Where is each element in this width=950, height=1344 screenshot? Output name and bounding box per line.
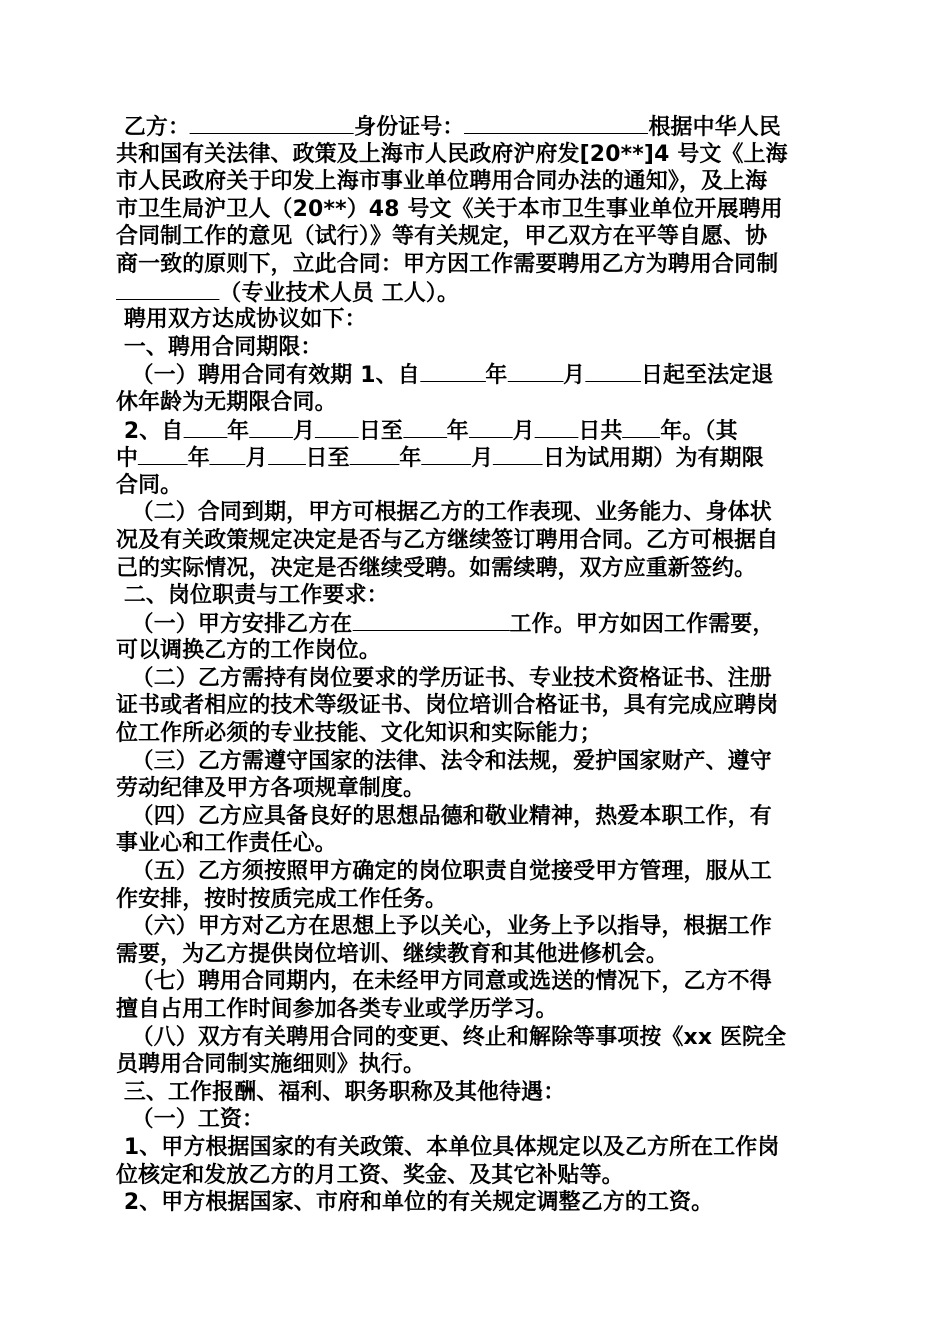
text-line (116, 555, 832, 583)
text-line (116, 996, 832, 1024)
text-segment: 年 (446, 418, 469, 444)
text-line (116, 1162, 832, 1190)
text-segment: （四）乙方应具备良好的思想品德和敬业精神，热爱本职工作，有 (116, 803, 772, 829)
text-line (116, 168, 832, 196)
text-segment: 市卫生局沪卫人（20**）48 号文《关于本市卫生事业单位开展聘用 (116, 196, 783, 222)
fill-in-blank[interactable] (190, 113, 354, 134)
text-segment: 一、聘用合同期限： (116, 334, 323, 360)
fill-in-blank[interactable] (420, 361, 486, 382)
text-segment: （二）合同到期，甲方可根据乙方的工作表现、业务能力、身体状 (116, 500, 772, 526)
fill-in-blank[interactable] (138, 444, 188, 465)
text-segment: 三、工作报酬、福利、职务职称及其他待遇： (116, 1079, 566, 1105)
text-line (116, 113, 832, 141)
text-line (116, 1079, 832, 1107)
text-segment: （八）双方有关聘用合同的变更、终止和解除等事项按《xx 医院全 (116, 1024, 787, 1050)
text-segment: 年。（其 (660, 418, 738, 444)
text-line (116, 1051, 832, 1079)
text-segment: 月 (512, 418, 535, 444)
text-line (116, 334, 832, 362)
text-segment: 事业心和工作责任心。 (116, 831, 337, 857)
text-line (116, 527, 832, 555)
text-segment: 2、甲方根据国家、市府和单位的有关规定调整乙方的工资。 (116, 1190, 714, 1216)
text-segment: 需要，为乙方提供岗位培训、继续教育和其他进修机会。 (116, 941, 668, 967)
text-line (116, 913, 832, 941)
text-line (116, 941, 832, 969)
text-segment: 位核定和发放乙方的月工资、奖金、及其它补贴等。 (116, 1162, 624, 1188)
text-line (116, 306, 832, 334)
text-line (116, 417, 832, 445)
text-segment: 月 (471, 446, 494, 472)
text-line (116, 389, 832, 417)
text-segment: 日至 (358, 418, 403, 444)
text-segment: 证书或者相应的技术等级证书、岗位培训合格证书，具有完成应聘岗 (116, 693, 779, 719)
text-segment: 休年龄为无期限合同。 (116, 389, 337, 415)
fill-in-blank[interactable] (493, 444, 543, 465)
text-line (116, 968, 832, 996)
text-segment: （专业技术人员 工人）。 (219, 280, 460, 306)
text-segment: 年 (187, 446, 210, 472)
text-segment: （一）甲方安排乙方在 (116, 611, 353, 637)
fill-in-blank[interactable] (116, 279, 219, 300)
text-segment: 作安排，按时按质完成工作任务。 (116, 886, 448, 912)
text-line (116, 223, 832, 251)
text-segment: （五）乙方须按照甲方确定的岗位职责自觉接受甲方管理，服从工 (116, 859, 772, 885)
fill-in-blank[interactable] (507, 361, 563, 382)
text-segment: 乙方： (116, 115, 191, 140)
text-line (116, 637, 832, 665)
text-segment: 月 (563, 363, 586, 389)
fill-in-blank[interactable] (623, 417, 661, 438)
fill-in-blank[interactable] (585, 361, 641, 382)
text-segment: 2、自 (116, 418, 184, 444)
text-line (116, 610, 832, 638)
text-segment: 工作。甲方如因工作需要， (509, 611, 775, 637)
text-segment: 年 (227, 418, 250, 444)
text-segment: 员聘用合同制实施细则》执行。 (116, 1052, 426, 1078)
text-segment: 况及有关政策规定决定是否与乙方继续签订聘用合同。乙方可根据自 (116, 527, 779, 553)
text-segment: 合同制工作的意见（试行）》等有关规定，甲乙双方在平等自愿、协 (116, 224, 768, 250)
text-line (116, 665, 832, 693)
text-line (116, 775, 832, 803)
text-line (116, 361, 832, 389)
text-segment: （三）乙方需遵守国家的法律、法令和法规，爱护国家财产、遵守 (116, 748, 772, 774)
fill-in-blank[interactable] (535, 417, 579, 438)
text-line (116, 886, 832, 914)
text-segment: 擅自占用工作时间参加各类专业或学历学习。 (116, 997, 558, 1022)
fill-in-blank[interactable] (249, 417, 293, 438)
text-line (116, 141, 832, 169)
text-line (116, 858, 832, 886)
text-segment: 月 (292, 418, 316, 444)
fill-in-blank[interactable] (421, 444, 471, 465)
text-line (116, 1189, 832, 1217)
text-segment: 二、岗位职责与工作要求： (116, 583, 389, 609)
text-line (116, 1106, 832, 1134)
text-segment: 聘用双方达成协议如下： (116, 307, 367, 333)
text-segment: 中 (116, 446, 139, 472)
text-line (116, 830, 832, 858)
text-line (116, 720, 832, 748)
text-segment: 日共 (578, 418, 623, 444)
text-line (116, 692, 832, 720)
text-line (116, 1024, 832, 1052)
text-line (116, 444, 832, 472)
text-segment: 根据中华人民 (648, 115, 781, 140)
text-segment: 日至 (305, 446, 350, 472)
text-segment: 日为试用期）为有期限 (543, 446, 764, 472)
text-segment: 日起至法定退 (640, 363, 774, 389)
text-segment: （六）甲方对乙方在思想上予以关心，业务上予以指导，根据工作 (116, 914, 772, 940)
fill-in-blank[interactable] (315, 417, 359, 438)
text-segment: 年 (399, 446, 422, 472)
text-line (116, 748, 832, 776)
text-segment: 可以调换乙方的工作岗位。 (116, 638, 381, 664)
fill-in-blank[interactable] (183, 417, 227, 438)
text-segment: 位工作所必须的专业技能、文化知识和实际能力； (116, 721, 602, 747)
fill-in-blank[interactable] (352, 610, 509, 631)
text-segment: 己的实际情况，决定是否继续受聘。如需续聘，双方应重新签约。 (116, 555, 757, 581)
text-line (116, 1134, 832, 1162)
text-line (116, 803, 832, 831)
contract-document (116, 113, 836, 1217)
fill-in-blank[interactable] (469, 417, 513, 438)
fill-in-blank[interactable] (465, 113, 649, 134)
fill-in-blank[interactable] (350, 444, 400, 465)
text-segment: 共和国有关法律、政策及上海市人民政府沪府发[20**]4 号文《上海 (116, 141, 788, 167)
fill-in-blank[interactable] (210, 444, 246, 465)
text-segment: 合同。 (116, 472, 183, 498)
text-line (116, 499, 832, 527)
text-segment: 市人民政府关于印发上海市事业单位聘用合同办法的通知》，及上海 (116, 169, 768, 195)
text-line (116, 196, 832, 224)
text-segment: （七）聘用合同期内，在未经甲方同意或选送的情况下，乙方不得 (116, 969, 772, 995)
text-line (116, 472, 832, 500)
text-segment: 劳动纪律及甲方各项规章制度。 (116, 776, 426, 802)
text-segment: 月 (245, 446, 268, 472)
text-segment: 商一致的原则下，立此合同：甲方因工作需要聘用乙方为聘用合同制 (116, 251, 779, 277)
text-line (116, 582, 832, 610)
text-segment: （二）乙方需持有岗位要求的学历证书、专业技术资格证书、注册 (116, 665, 772, 691)
text-segment: 1、甲方根据国家的有关政策、本单位具体规定以及乙方所在工作岗 (116, 1134, 780, 1160)
text-line (116, 279, 832, 307)
fill-in-blank[interactable] (268, 444, 306, 465)
text-line (116, 251, 832, 279)
fill-in-blank[interactable] (403, 417, 447, 438)
text-segment: 年 (485, 363, 508, 389)
text-segment: （一）聘用合同有效期 1、自 (116, 363, 420, 389)
text-segment: 身份证号： (354, 115, 465, 140)
text-segment: （一）工资： (116, 1107, 265, 1133)
